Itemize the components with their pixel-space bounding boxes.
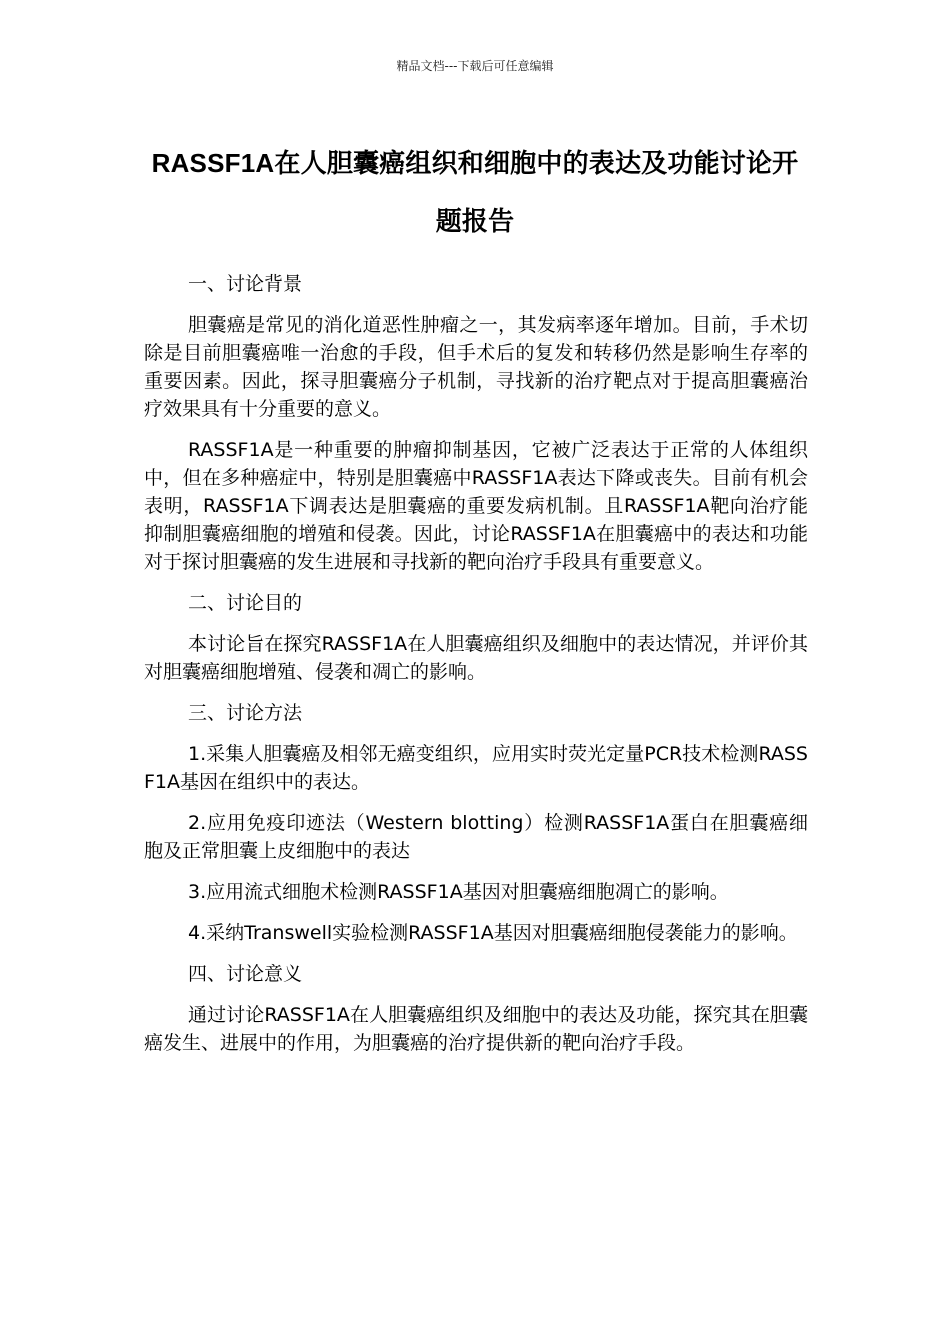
section-heading-background: 一、讨论背景 [188, 273, 303, 295]
paragraph-purpose: 本讨论旨在探究RASSF1A在人胆囊癌组织及细胞中的表达情况，并评价其对胆囊癌细胞增殖、侵袭和凋亡的影响。 [144, 633, 808, 683]
section-heading-significance: 四、讨论意义 [188, 963, 303, 985]
method-item-3: 3.应用流式细胞术检测RASSF1A基因对胆囊癌细胞凋亡的影响。 [188, 881, 729, 903]
page-header-note: 精品文档---下载后可任意编辑 [396, 59, 554, 73]
paragraph-significance: 通过讨论RASSF1A在人胆囊癌组织及细胞中的表达及功能，探究其在胆囊癌发生、进展中的作用，为胆囊癌的治疗提供新的靶向治疗手段。 [144, 1004, 808, 1054]
paragraph-background-2: RASSF1A是一种重要的肿瘤抑制基因，它被广泛表达于正常的人体组织中，但在多种癌症中，特别是胆囊癌中RASSF1A表达下降或丧失。目前有机会表明，RASSF1A下调表达是胆囊癌的重要发病机制。且RASSF1A靶向治疗能抑制胆囊癌细胞的增殖和侵袭。因此，讨论RASSF1A在胆囊癌中的表达和功能对于探讨胆囊癌的发生进展和寻找新的靶向治疗手段具有重要意义。 [144, 439, 808, 573]
method-item-1: 1.采集人胆囊癌及相邻无癌变组织，应用实时荧光定量PCR技术检测RASSF1A基因在组织中的表达。 [144, 743, 808, 793]
section-heading-methods: 三、讨论方法 [188, 702, 303, 724]
section-heading-purpose: 二、讨论目的 [188, 592, 303, 614]
document-body [144, 270, 808, 1070]
document-title: RASSF1A在人胆囊癌组织和细胞中的表达及功能讨论开题报告 [151, 148, 799, 236]
paragraph-background-1: 胆囊癌是常见的消化道恶性肿瘤之一，其发病率逐年增加。目前，手术切除是目前胆囊癌唯一治愈的手段，但手术后的复发和转移仍然是影响生存率的重要因素。因此，探寻胆囊癌分子机制，寻找新的治疗靶点对于提高胆囊癌治疗效果具有十分重要的意义。 [144, 314, 808, 420]
method-item-2: 2.应用免疫印迹法（Western blotting）检测RASSF1A蛋白在胆囊癌细胞及正常胆囊上皮细胞中的表达 [144, 812, 808, 862]
method-item-4: 4.采纳Transwell实验检测RASSF1A基因对胆囊癌细胞侵袭能力的影响。 [188, 922, 798, 944]
